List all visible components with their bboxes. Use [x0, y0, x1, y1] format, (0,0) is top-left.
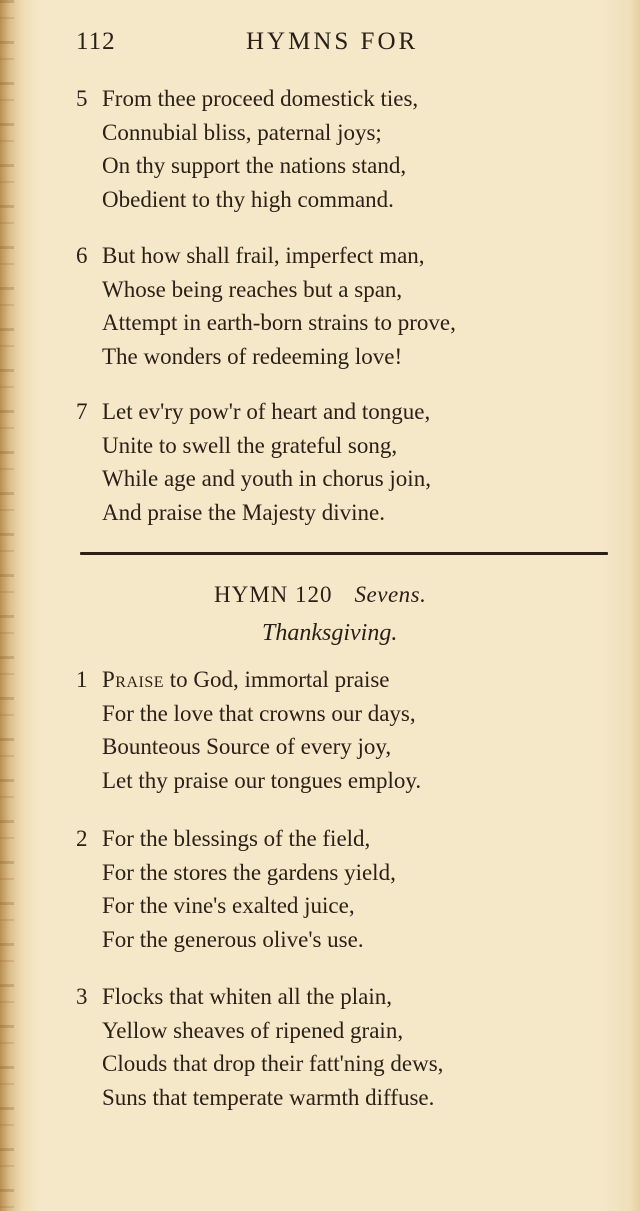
hymn-heading [214, 582, 544, 614]
page-number: 112 [76, 28, 116, 55]
verse-line [76, 82, 596, 116]
verse-line [76, 340, 596, 374]
verse-text: And praise the Majesty divine. [102, 499, 385, 525]
verse-line [76, 980, 596, 1014]
verse-text: While age and youth in chorus join, [102, 466, 431, 491]
verse-line [76, 429, 596, 463]
verse-text: The wonders of redeeming love! [102, 343, 403, 369]
verse-text: But how shall frail, imperfect man, [102, 243, 425, 268]
page-edge-stain [0, 0, 14, 1211]
verse-line [76, 273, 596, 307]
stanza-7 [76, 395, 596, 529]
hymn-number-title: HYMN 120 [214, 582, 333, 607]
verse-text: For the blessings of the field, [102, 826, 371, 851]
verse-line [76, 149, 596, 183]
hymn-subject: Thanksgiving. [262, 620, 398, 646]
verse-line [76, 730, 596, 764]
verse-text: For the stores the gardens yield, [102, 859, 396, 885]
hymn120-stanza-2 [76, 822, 596, 956]
section-divider [80, 552, 608, 555]
stanza-6 [76, 239, 596, 373]
running-head: HYMNS FOR [246, 28, 419, 55]
verse-text: For the vine's exalted juice, [102, 893, 355, 918]
stanza-number: 2 [76, 826, 88, 851]
page-header [76, 28, 436, 60]
verse-text: For the generous olive's use. [102, 926, 364, 952]
first-word-small-caps: Praise [102, 667, 165, 692]
verse-text: Let ev'ry pow'r of heart and tongue, [102, 399, 431, 424]
stanza-number: 1 [76, 667, 88, 692]
verse-line [76, 764, 596, 798]
hymn120-stanza-3 [76, 980, 596, 1114]
verse-line [76, 239, 596, 273]
stanza-number: 3 [76, 984, 88, 1009]
verse-line [76, 1014, 596, 1048]
hymn-meter: Sevens. [354, 582, 427, 607]
first-line-rest: to God, immortal praise [164, 667, 390, 692]
verse-text: Yellow sheaves of ripened grain, [102, 1017, 404, 1043]
verse-line [76, 395, 596, 429]
stanza-number: 5 [76, 86, 88, 111]
verse-line [76, 663, 596, 697]
verse-text: Connubial bliss, paternal joys; [102, 119, 382, 145]
verse-text: Flocks that whiten all the plain, [102, 984, 393, 1009]
verse-text [102, 663, 390, 697]
verse-line [76, 822, 596, 856]
stanza-number: 6 [76, 243, 88, 268]
verse-text: From thee proceed domestick ties, [102, 86, 419, 111]
verse-line [76, 697, 596, 731]
verse-text: For the love that crowns our days, [102, 700, 416, 726]
verse-line [76, 306, 596, 340]
verse-text: Bounteous Source of every joy, [102, 734, 392, 759]
verse-text: On thy support the nations stand, [102, 153, 407, 178]
verse-text: Clouds that drop their fatt'ning dews, [102, 1051, 444, 1076]
verse-text: Attempt in earth-born strains to prove, [102, 310, 456, 335]
verse-text: Suns that temperate warmth diffuse. [102, 1084, 435, 1110]
verse-text: Let thy praise our tongues employ. [102, 767, 422, 793]
verse-text: Obedient to thy high command. [102, 186, 394, 212]
verse-line [76, 462, 596, 496]
verse-line [76, 1047, 596, 1081]
hymn120-stanza-1 [76, 663, 596, 797]
verse-text: Unite to swell the grateful song, [102, 432, 398, 458]
verse-line [76, 923, 596, 957]
verse-line [76, 116, 596, 150]
verse-line [76, 856, 596, 890]
verse-line [76, 496, 596, 530]
verse-line [76, 183, 596, 217]
stanza-number: 7 [76, 399, 88, 424]
verse-line [76, 889, 596, 923]
verse-line [76, 1081, 596, 1115]
verse-text: Whose being reaches but a span, [102, 276, 403, 302]
stanza-5 [76, 82, 596, 216]
